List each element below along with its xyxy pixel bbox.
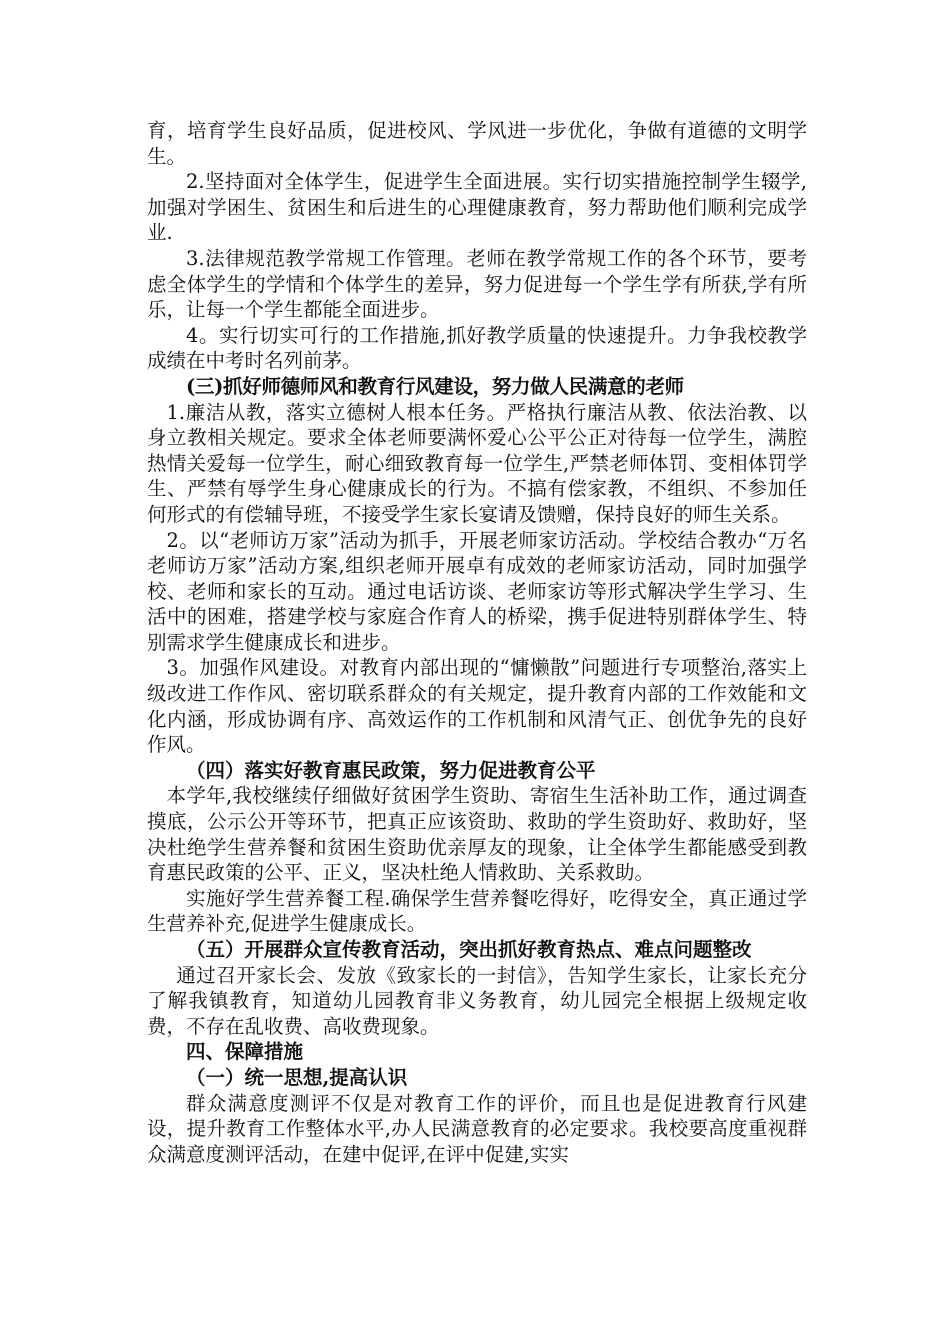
paragraph-item-2: 2.坚持面对全体学生，促进学生全面进展。实行切实措施控制学生辍学,加强对学困生、贫困生和后进生的心理健康教育，努力帮助他们顺利完成学业. bbox=[147, 170, 807, 245]
paragraph-work-style: 3。加强作风建设。对教育内部出现的“慵懒散”问题进行专项整治,落实上级改进工作作风、密切联系群众的有关规定，提升教育内部的工作效能和文化内涵，形成协调有序、高效运作的工作机制和风清气正、创优争先的良好作风。 bbox=[147, 656, 807, 757]
paragraph-home-visit: 2。以“老师访万家”活动为抓手，开展老师家访活动。学校结合教办“万名老师访万家”活动方案,组织老师开展卓有成效的老师家访活动，同时加强学校、老师和家长的互动。通过电话访谈、老师家访等形式解决学生学习、生活中的困难，搭建学校与家庭合作育人的桥梁，携手促进特别群体学生、特别需求学生健康成长和进步。 bbox=[147, 528, 807, 654]
section-heading-5: （五）开展群众宣传教育活动，突出抓好教育热点、难点问题整改 bbox=[186, 938, 752, 961]
subsection-heading-1: （一）统一思想,提高认识 bbox=[186, 1065, 408, 1089]
paragraph-item-3: 3.法律规范教学常规工作管理。老师在教学常规工作的各个环节，要考虑全体学生的学情和个体学生的差异，努力促进每一个学生学有所获,学有所乐，让每一个学生都能全面进步。 bbox=[147, 246, 807, 322]
paragraph-satisfaction: 群众满意度测评不仅是对教育工作的评价，而且也是促进教育行风建设，提升教育工作整体水平,办人民满意教育的必定要求。我校要高度重视群众满意度测评活动，在建中促评,在评中促建,实实 bbox=[147, 1091, 807, 1166]
paragraph-integrity: 1.廉洁从教，落实立德树人根本任务。严格执行廉洁从教、依法治教、以身立教相关规定。要求全体老师要满怀爱心公平公正对待每一位学生，满腔热情关爱每一位学生，耐心细致教育每一位学生,严禁老师体罚、变相体罚学生、严禁有辱学生身心健康成长的行为。不搞有偿家教，不组织、不参加任何形式的有偿辅导班，不接受学生家长宴请及馈赠，保持良好的师生关系。 bbox=[147, 400, 807, 526]
chapter-heading-4: 四、保障措施 bbox=[186, 1040, 304, 1064]
section-heading-4: （四）落实好教育惠民政策，努力促进教育公平 bbox=[186, 758, 596, 782]
document-page bbox=[147, 118, 807, 1167]
paragraph-item-4: 4。实行切实可行的工作措施,抓好教学质量的快速提升。力争我校教学成绩在中考时名列前茅。 bbox=[147, 323, 807, 373]
paragraph-nutrition: 实施好学生营养餐工程.确保学生营养餐吃得好，吃得安全，真正通过学生营养补充,促进学生健康成长。 bbox=[147, 886, 807, 936]
section-heading-3: (三)抓好师德师风和教育行风建设，努力做人民满意的老师 bbox=[186, 374, 684, 398]
paragraph-student-aid: 本学年,我校继续仔细做好贫困学生资助、寄宿生生活补助工作，通过调查摸底，公示公开等环节，把真正应该资助、救助的学生资助好、救助好，坚决杜绝学生营养餐和贫困生资助优亲厚友的现象，让全体学生都能感受到教育惠民政策的公平、正义，坚决杜绝人情救助、关系救助。 bbox=[147, 784, 807, 885]
paragraph-parent-meeting: 通过召开家长会、发放《致家长的一封信》，告知学生家长，让家长充分了解我镇教育，知道幼儿园教育非义务教育，幼儿园完全根据上级规定收费，不存在乱收费、高收费现象。 bbox=[147, 963, 807, 1038]
paragraph-moral-education-cont: 育，培育学生良好品质，促进校风、学风进一步优化，争做有道德的文明学生。 bbox=[147, 119, 807, 168]
